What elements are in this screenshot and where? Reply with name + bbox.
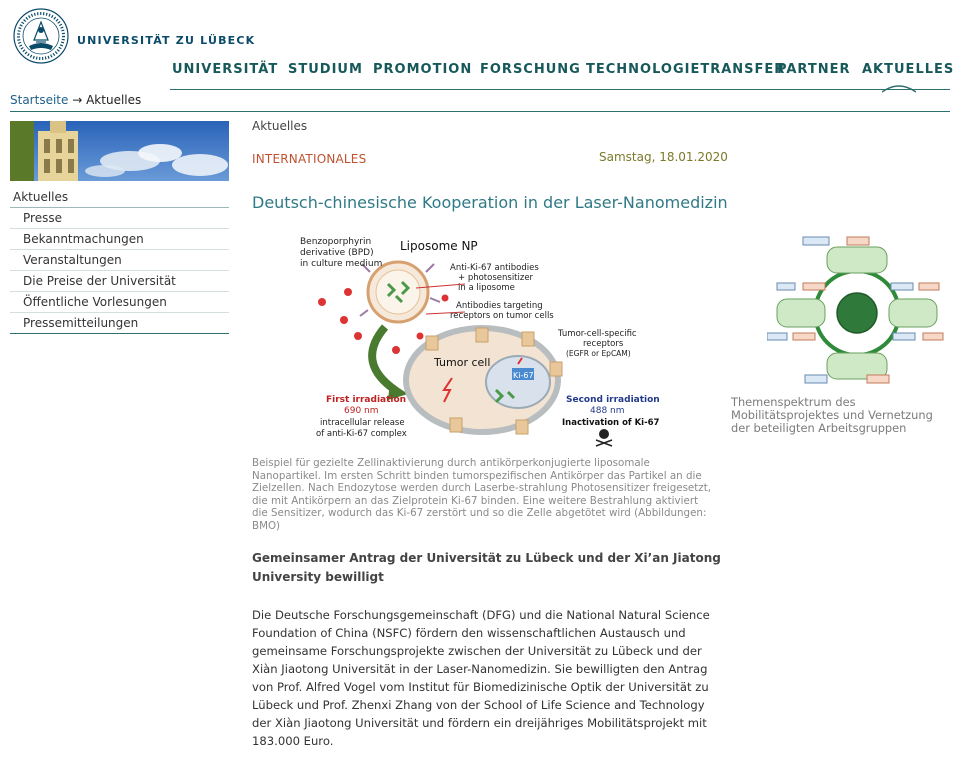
article-subheading: Gemeinsamer Antrag der Universität zu Lübeck und der Xi’an Jiatong University bewilligt [252, 551, 721, 584]
fig-label-first-effect-1: intracellular release [320, 418, 405, 428]
breadcrumb-separator: → [72, 93, 83, 107]
breadcrumb-home-link[interactable]: Startseite [10, 93, 69, 107]
mobility-project-network-figure[interactable] [767, 235, 947, 390]
sidebar-item-aktuelles[interactable]: Aktuelles [10, 187, 229, 208]
university-seal-logo[interactable] [12, 6, 70, 66]
nav-promotion[interactable]: PROMOTION [373, 62, 473, 77]
nav-partner[interactable]: PARTNER [777, 62, 851, 77]
sidebar-item-vorlesungen[interactable]: Öffentliche Vorlesungen [10, 292, 229, 313]
fig-label-first-effect-2: of anti-Ki-67 complex [316, 429, 407, 439]
article-category: INTERNATIONALES [252, 152, 367, 166]
sidebar-banner-photo [10, 121, 229, 181]
nav-aktuelles[interactable]: AKTUELLES [862, 62, 955, 77]
fig-label-receptors-2: receptors [583, 339, 624, 349]
side-figure-caption: Themenspektrum des Mobilitätsprojektes und Vernetzung der beteiligten Arbeitsgruppen [731, 395, 933, 435]
liposome-diagram-figure [300, 232, 660, 447]
sidebar-item-veranstaltungen[interactable]: Veranstaltungen [10, 250, 229, 271]
nav-divider [170, 89, 950, 90]
main-navigation [0, 62, 958, 82]
fig-label-bpd-line3: in culture medium [300, 259, 383, 269]
article-title: Deutsch-chinesische Kooperation in der Laser-Nanomedizin [252, 193, 728, 212]
fig-label-targeting-2: receptors on tumor cells [450, 311, 554, 321]
fig-label-bpd-line1: Benzoporphyrin [300, 237, 372, 247]
nav-universitaet[interactable]: UNIVERSITÄT [172, 62, 279, 77]
fig-label-antibodies-1: Anti-Ki-67 antibodies [450, 263, 539, 273]
active-nav-indicator [882, 79, 916, 91]
fig-label-second-wavelength: 488 nm [590, 406, 625, 416]
fig-label-tumor-cell: Tumor cell [434, 356, 491, 369]
nav-forschung[interactable]: FORSCHUNG [480, 62, 581, 77]
figure-caption: Beispiel für gezielte Zellinaktivierung durch antikörperkonjugierte liposomale Nanopartikel. Im ersten Schritt binden tumorspezifischen Antikörper das Partikel an die Zielzellen. Nach Endozytose werden durch Laserbe-strahlung Photosensitizer freigesetzt, die mit Antikörpern an das Zielprotein Ki-67 binden. Eine weitere Bestrahlung aktiviert die Sensitizer, wodurch das Ki-67 zerstört und so die Zelle abgetötet wird (Abbildungen: BMO) [252, 457, 712, 532]
fig-label-receptors-3: (EGFR or EpCAM) [566, 349, 631, 358]
fig-label-ki67: Ki-67 [513, 371, 534, 380]
university-name[interactable]: UNIVERSITÄT ZU LÜBECK [77, 34, 256, 47]
nav-technologietransfer[interactable]: TECHNOLOGIETRANSFER [586, 62, 786, 77]
fig-label-liposome: Liposome NP [400, 239, 478, 253]
article-body: Die Deutsche Forschungsgemeinschaft (DFG) und die National Natural Science Foundation of China (NSFC) fördern den wissenschaftlichen Austausch und gemeinsame Forschungsprojekte zwischen der Universität zu Lübeck und der Xiàn Jiaotong Universität in der Laser-Nanomedizin. Sie bewilligten den Antrag von Prof. Alfred Vogel vom Institut für Biomedizinische Optik der Universität zu Lübeck und Prof. Zhenxi Zhang von der School of Life Science and Technology der Xiàn Jiaotong Universität und fördern ein dreijähriges Mobilitätsprojekt mit 183.000 Euro. [252, 608, 710, 748]
fig-label-first-wavelength: 690 nm [344, 406, 379, 416]
breadcrumb-current: Aktuelles [86, 93, 142, 107]
section-title: Aktuelles [252, 119, 308, 133]
article-date: Samstag, 18.01.2020 [599, 150, 728, 164]
breadcrumb [10, 93, 141, 107]
breadcrumb-divider [10, 111, 950, 112]
sidebar-item-preise[interactable]: Die Preise der Universität [10, 271, 229, 292]
sidebar-item-presse[interactable]: Presse [10, 208, 229, 229]
fig-label-antibodies-2: + photosensitizer [458, 273, 534, 283]
fig-label-inactivation: Inactivation of Ki-67 [562, 418, 660, 428]
fig-label-receptors-1: Tumor-cell-specific [558, 329, 637, 339]
sidebar-menu [10, 187, 229, 334]
fig-label-second-irradiation: Second irradiation [566, 395, 660, 405]
fig-label-bpd-line2: derivative (BPD) [300, 248, 374, 258]
nav-studium[interactable]: STUDIUM [288, 62, 363, 77]
sidebar-item-bekanntmachungen[interactable]: Bekanntmachungen [10, 229, 229, 250]
fig-label-first-irradiation: First irradiation [326, 395, 407, 405]
fig-label-antibodies-3: in a liposome [458, 283, 515, 293]
sidebar-item-pressemitteilungen[interactable]: Pressemitteilungen [10, 313, 229, 334]
fig-label-targeting-1: Antibodies targeting [456, 301, 543, 311]
